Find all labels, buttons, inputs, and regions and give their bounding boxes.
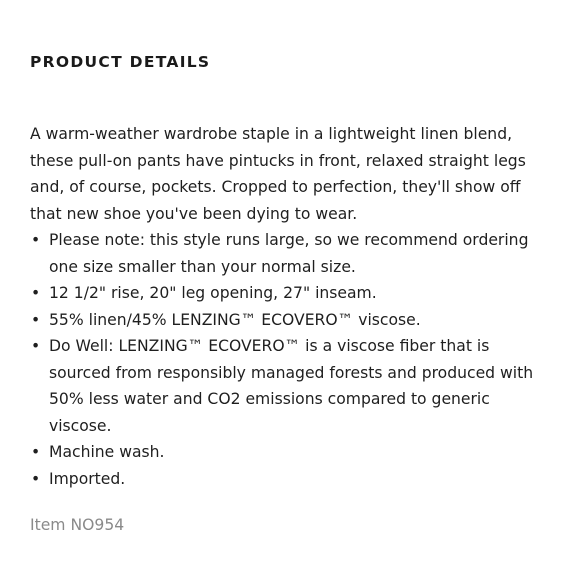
list-item	[30, 307, 555, 334]
list-item	[30, 280, 555, 307]
product-description: A warm-weather wardrobe staple in a lightweight linen blend, these pull-on pants have pintucks in front, relaxed straight legs and, of course, pockets. Cropped to perfection, they'll show off that new shoe you've been dying to wear.	[30, 125, 526, 223]
bullet-icon: •	[31, 231, 41, 249]
list-item	[30, 333, 555, 439]
list-item-text: 12 1/2" rise, 20" leg opening, 27" inseam.	[49, 284, 377, 302]
list-item	[30, 439, 555, 466]
list-item-text: Machine wash.	[49, 443, 165, 461]
bullet-icon: •	[31, 469, 41, 488]
list-item-text: Please note: this style runs large, so we recommend ordering one size smaller than your normal size.	[49, 231, 529, 276]
list-item-text: 55% linen/45% LENZING™ ECOVERO™ viscose.	[49, 310, 421, 329]
bullet-icon: •	[31, 284, 41, 302]
list-item	[30, 466, 555, 493]
bullet-icon: •	[31, 337, 41, 355]
item-number: Item NO954	[30, 516, 125, 534]
product-details-heading: PRODUCT DETAILS	[30, 53, 211, 71]
bullet-icon: •	[31, 443, 41, 461]
list-item-text: Do Well: LENZING™ ECOVERO™ is a viscose fiber that is sourced from responsibly managed forests and produced with 50% less water and CO2 emissions compared to generic viscose.	[49, 337, 534, 435]
list-item-text: Imported.	[49, 469, 126, 488]
bullet-icon: •	[31, 310, 41, 329]
product-details-list	[30, 227, 555, 492]
list-item	[30, 227, 555, 280]
